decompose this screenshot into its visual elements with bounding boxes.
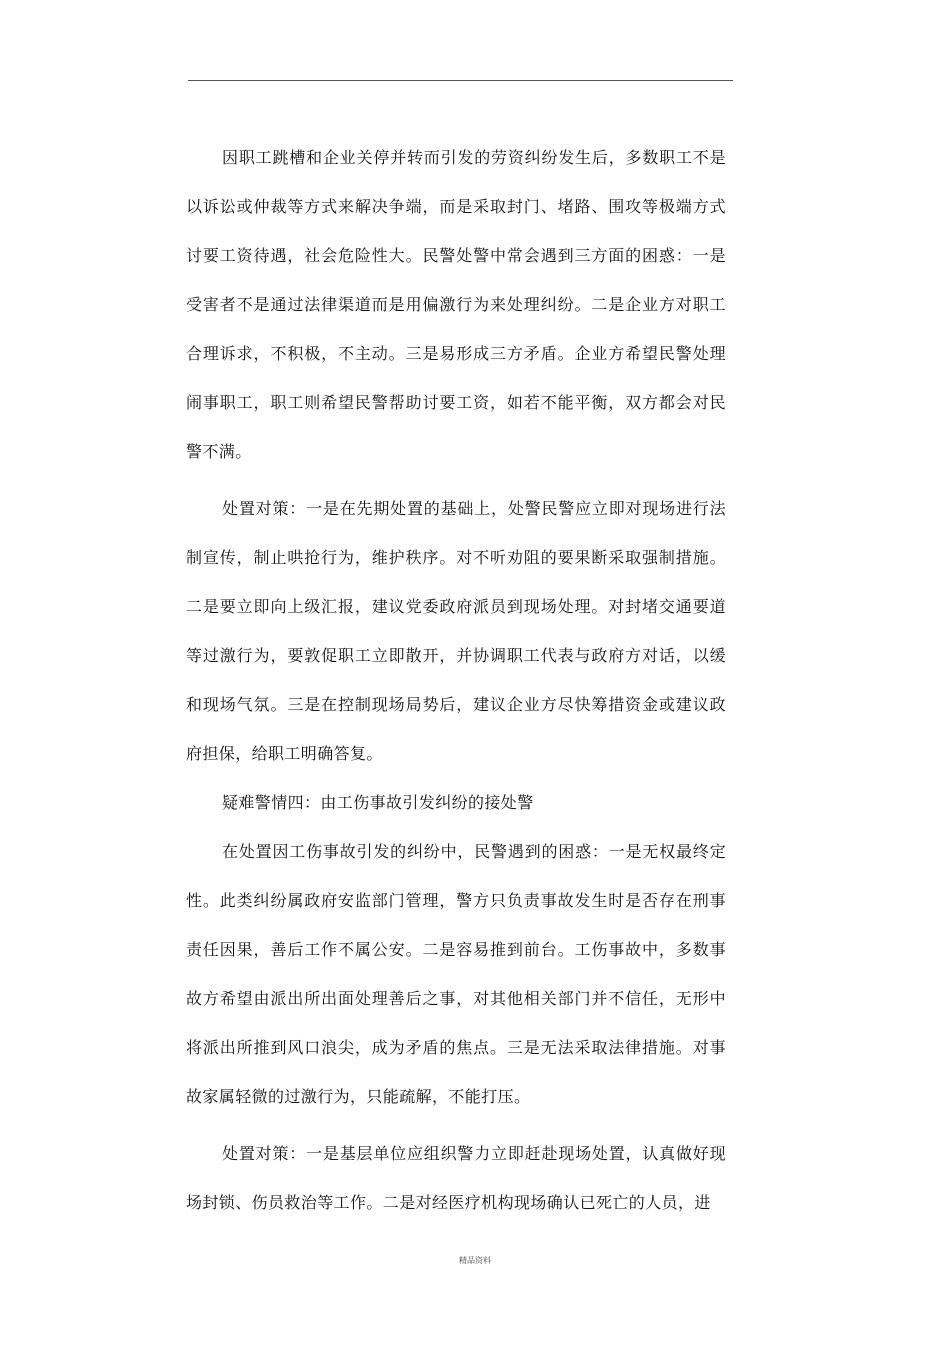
paragraph-countermeasures-1: 处置对策：一是在先期处置的基础上，处警民警应立即对现场进行法制宣传，制止哄抢行为，维护秩序。对不听劝阻的要果断采取强制措施。二是要立即向上级汇报，建议党委政府派员到现场处理。对封堵交通要道等过激行为，要敦促职工立即散开，并协调职工代表与政府方对话，以缓和现场气氛。三是在控制现场局势后，建议企业方尽快筹措资金或建议政府担保，给职工明确答复。 [186, 499, 726, 763]
page-footer: 精品资料 [459, 1256, 491, 1265]
paragraph-labor-dispute: 因职工跳槽和企业关停并转而引发的劳资纠纷发生后，多数职工不是以诉讼或仲裁等方式来解决争端，而是采取封门、堵路、围攻等极端方式讨要工资待遇，社会危险性大。民警处警中常会遇到三方面的困惑：一是受害者不是通过法律渠道而是用偏激行为来处理纠纷。二是企业方对职工合理诉求，不积极，不主动。三是易形成三方矛盾。企业方希望民警处理闹事职工，职工则希望民警帮助讨要工资，如若不能平衡，双方都会对民警不满。 [186, 148, 726, 461]
paragraph-work-injury: 在处置因工伤事故引发的纠纷中，民警遇到的困惑：一是无权最终定性。此类纠纷属政府安监部门管理，警方只负责事故发生时是否存在刑事责任因果，善后工作不属公安。二是容易推到前台。工伤事故中，多数事故方希望由派出所出面处理善后之事，对其他相关部门并不信任，无形中将派出所推到风口浪尖，成为矛盾的焦点。三是无法采取法律措施。对事故家属轻微的过激行为，只能疏解，不能打压。 [186, 842, 726, 1106]
paragraph-countermeasures-2: 处置对策：一是基层单位应组织警力立即赶赴现场处置，认真做好现场封锁、伤员救治等工作。二是对经医疗机构现场确认已死亡的人员，进 [186, 1144, 726, 1212]
section-heading-case-four: 疑难警情四：由工伤事故引发纠纷的接处警 [222, 793, 534, 812]
header-rule [188, 80, 733, 81]
document-body [186, 133, 726, 1227]
